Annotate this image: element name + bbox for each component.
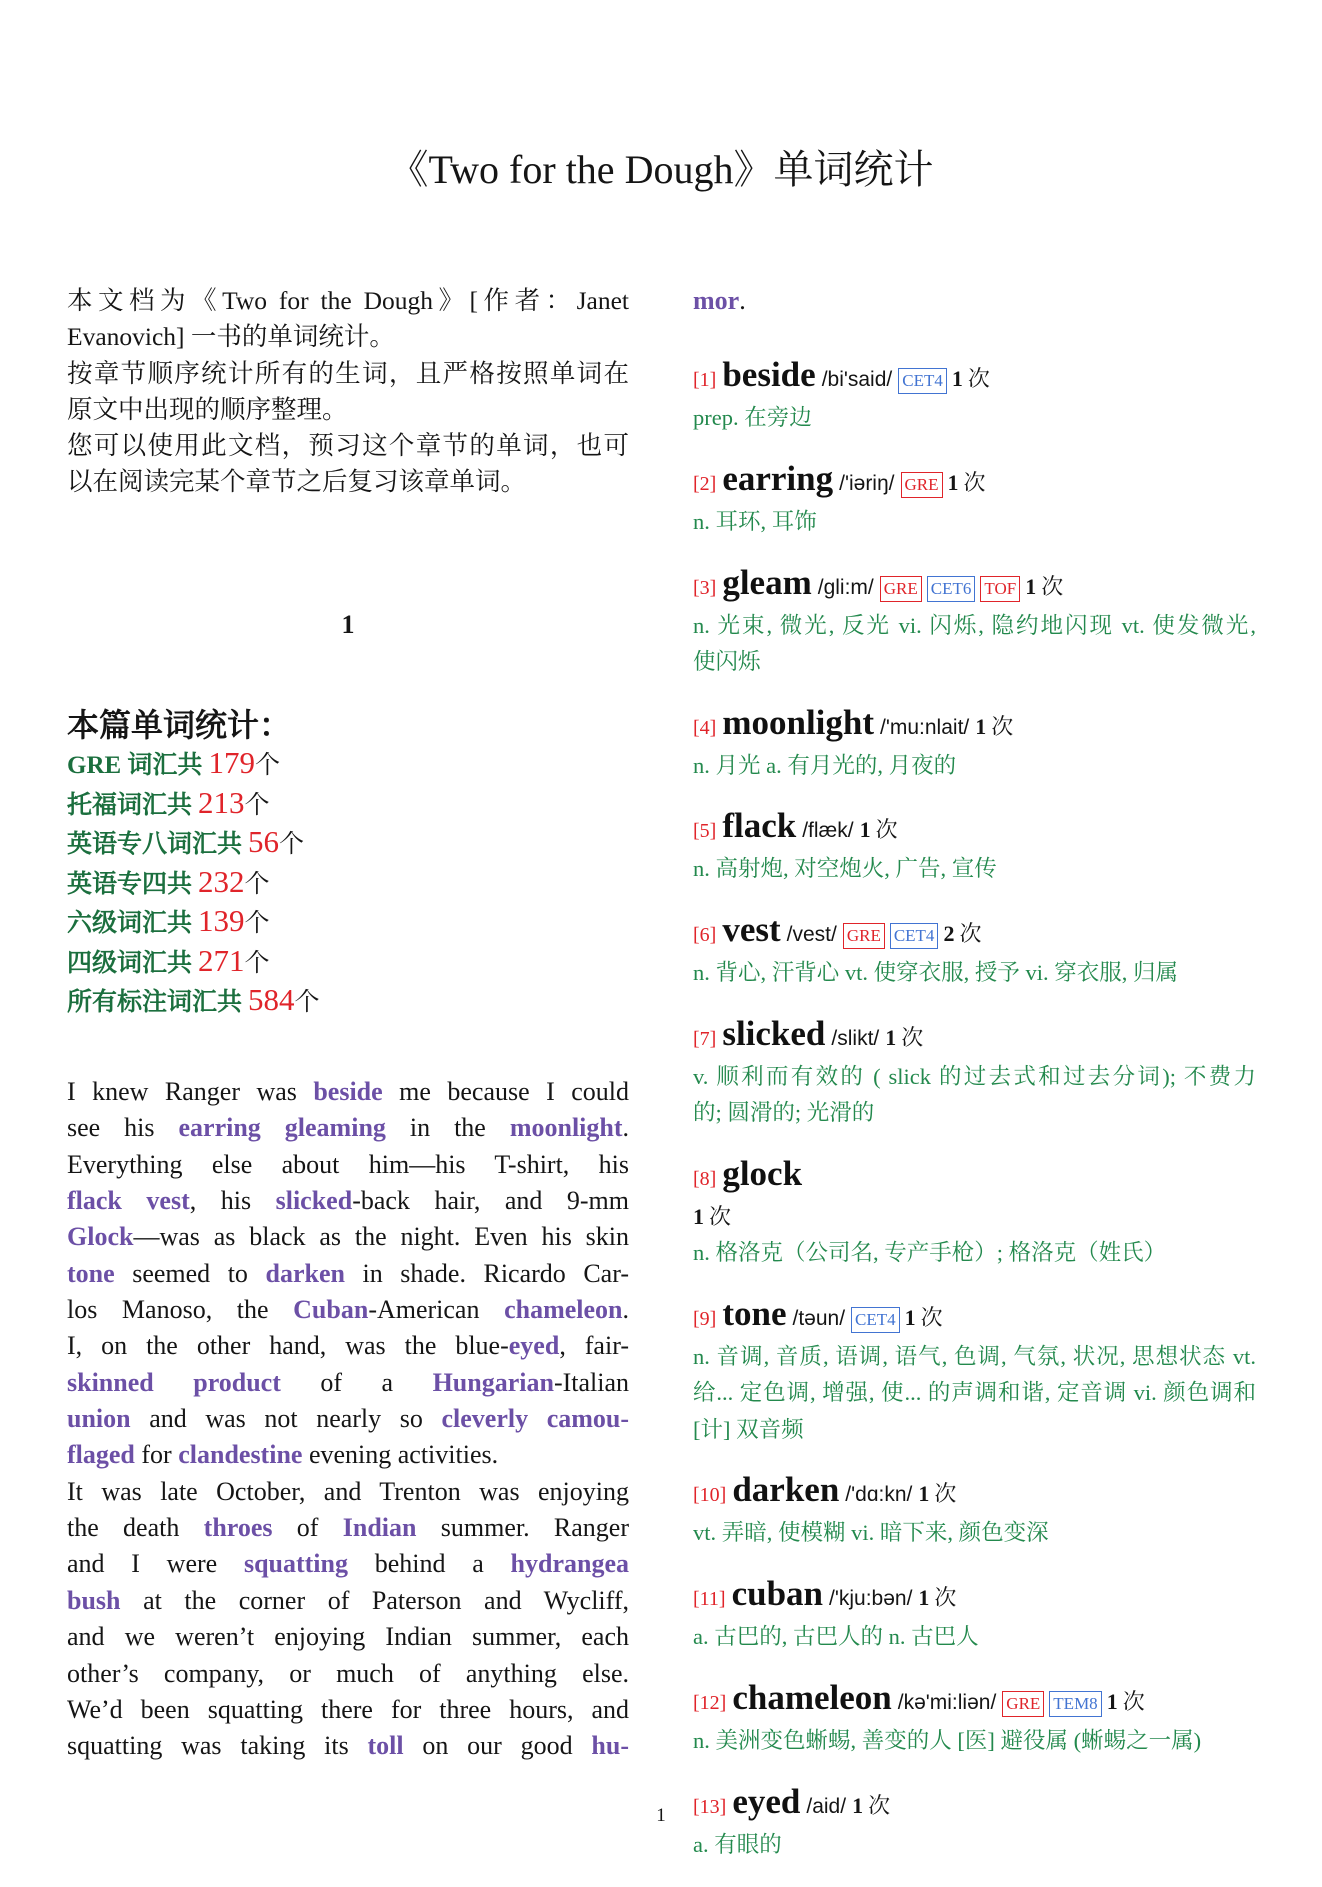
definition-line: a. 古巴的, 古巴人的 n. 古巴人 (693, 1624, 979, 1650)
body-line (67, 1256, 629, 1292)
vocab-entry (693, 1575, 1256, 1655)
count-unit: 次 (991, 713, 1014, 739)
vocab-word: flack (67, 1186, 122, 1216)
body-text: in the (385, 1113, 510, 1143)
stat-item (67, 824, 629, 864)
body-line (67, 1110, 629, 1146)
count-number: 1 (693, 1204, 704, 1230)
body-text (261, 1113, 285, 1142)
count-unit: 次 (934, 1585, 957, 1611)
body-line (67, 1183, 629, 1219)
entry-word: cuban (731, 1574, 824, 1614)
count-number: 2 (943, 921, 955, 947)
entry-index: [8] (693, 1168, 717, 1191)
vocab-word: chameleon (504, 1295, 623, 1325)
body-text: los Manoso, the (67, 1295, 294, 1325)
body-text: of (272, 1513, 343, 1543)
vocab-word: eyed (508, 1331, 560, 1361)
definition-line: prep. 在旁边 (693, 405, 812, 430)
intro-line: 原文中出现的顺序整理。 (67, 394, 348, 424)
stat-label: 英语专四共 (67, 870, 193, 898)
definition-line: [计] 双音频 (693, 1416, 804, 1442)
body-line (67, 1692, 629, 1728)
body-line (67, 1292, 629, 1328)
entry-definition (693, 1619, 1256, 1655)
count-number: 1 (1106, 1688, 1118, 1714)
count-unit: 次 (959, 921, 982, 947)
entry-word: darken (732, 1470, 840, 1510)
stat-item (67, 982, 629, 1022)
definition-line: n. 音调, 音质, 语调, 语气, 色调, 气氛, 状况, 思想状态 vt. (693, 1343, 1256, 1369)
entry-definition (693, 1515, 1256, 1551)
body-text: see his (67, 1113, 179, 1143)
stat-label: 所有标注词汇共 (67, 989, 243, 1016)
entry-word: tone (722, 1293, 787, 1333)
count-number: 1 (947, 469, 959, 495)
entry-count (885, 1025, 923, 1050)
count-number: 1 (1025, 573, 1037, 599)
stat-count: 179 (208, 745, 255, 780)
body-text: Everything else about him—his T-shirt, his (67, 1149, 629, 1179)
entry-header (693, 1295, 1256, 1339)
body-text: —was as black as the night. Even his skin (133, 1222, 629, 1252)
entry-count (860, 817, 898, 842)
stat-item (67, 864, 629, 904)
definition-line: n. 耳环, 耳饰 (693, 508, 817, 534)
entry-index: [2] (693, 472, 717, 495)
exam-tag: GRE (843, 923, 885, 949)
entry-header (693, 1155, 1256, 1199)
vocab-word: gleaming (284, 1113, 386, 1143)
vocab-word: slicked (275, 1186, 353, 1216)
count-unit: 次 (963, 469, 986, 495)
vocab-entry (693, 1015, 1256, 1132)
body-text: other’s company, or much of anything else. (67, 1658, 629, 1688)
definition-line: n. 光束, 微光, 反光 vi. 闪烁, 隐约地闪现 vt. 使发微光, (693, 612, 1256, 638)
entry-count (948, 470, 986, 495)
stat-unit: 个 (244, 791, 270, 819)
definition-line: a. 有眼的 (693, 1831, 782, 1857)
entry-phonetic: /'mu:nlait/ (880, 715, 970, 739)
stat-unit: 个 (254, 752, 280, 779)
exam-tag: TOF (980, 576, 1020, 602)
vocab-entry (693, 911, 1256, 991)
body-text (154, 1368, 194, 1397)
document-title: 《Two for the Dough》单词统计 (388, 147, 934, 192)
intro-line: 以在阅读完某个章节之后复习该章单词。 (67, 467, 527, 497)
stat-label: 四级词汇共 (67, 949, 193, 977)
count-number: 1 (918, 1585, 930, 1611)
count-number: 1 (951, 366, 963, 391)
story-text (67, 1074, 629, 1765)
entry-phonetic: /flæk/ (802, 819, 854, 843)
entry-count (693, 1204, 731, 1229)
stat-unit: 个 (244, 949, 270, 977)
vocab-word: beside (313, 1077, 383, 1106)
body-text (122, 1186, 147, 1215)
count-unit: 次 (920, 1304, 943, 1330)
vocab-entry (693, 807, 1256, 887)
entry-definition (693, 851, 1256, 887)
entry-phonetic: /slikt/ (831, 1027, 880, 1051)
body-line (67, 1401, 629, 1437)
entry-count (1107, 1689, 1145, 1714)
count-number: 1 (852, 1792, 864, 1818)
entry-index: [10] (693, 1484, 727, 1507)
body-line (67, 1583, 629, 1619)
vocab-word: product (193, 1367, 281, 1397)
vocab-word: moonlight (509, 1113, 623, 1143)
body-text: -American (368, 1295, 505, 1325)
definition-line: n. 背心, 汗背心 vt. 使穿衣服, 授予 vi. 穿衣服, 归属 (693, 960, 1179, 986)
count-unit: 次 (901, 1025, 924, 1051)
body-text: -Italian (553, 1367, 630, 1397)
body-text: , his (189, 1186, 276, 1216)
entry-definition (693, 608, 1256, 681)
count-number: 1 (918, 1481, 930, 1507)
intro-line: 按章节顺序统计所有的生词，且严格按照单词在 (67, 358, 629, 388)
entry-word: beside (722, 355, 816, 394)
definition-line: vt. 弄暗, 使模糊 vi. 暗下来, 颜色变深 (693, 1520, 1049, 1546)
body-text: It was late October, and Trenton was enjoying (67, 1476, 629, 1506)
entry-phonetic: /aid/ (806, 1794, 847, 1818)
body-line (67, 1147, 629, 1183)
vocab-word: union (67, 1404, 131, 1434)
vocab-word: squatting (243, 1549, 348, 1579)
entry-phonetic: /'kju:bən/ (829, 1587, 913, 1611)
body-text: and we weren’t enjoying Indian summer, each (67, 1622, 629, 1652)
entry-definition (693, 504, 1256, 540)
story-text-continued (693, 283, 1256, 319)
entry-definition (693, 1059, 1256, 1132)
stat-count: 584 (248, 982, 295, 1017)
entry-word: gleam (722, 562, 812, 602)
body-line (67, 1546, 629, 1582)
stat-count: 139 (198, 903, 245, 938)
vocab-entry (693, 356, 1256, 436)
exam-tag: CET4 (898, 368, 947, 394)
body-text: evening activities. (302, 1440, 499, 1470)
body-text: for (134, 1440, 179, 1470)
count-unit: 次 (967, 366, 990, 391)
entry-header (693, 807, 1256, 851)
entry-word: flack (722, 806, 797, 846)
count-number: 1 (885, 1025, 897, 1051)
exam-tag: CET4 (890, 923, 939, 949)
body-text: squatting was taking its (67, 1731, 368, 1761)
body-text: . (622, 1295, 629, 1325)
vocab-word: flaged (67, 1440, 135, 1470)
body-text: and I were (67, 1549, 244, 1579)
stat-item (67, 943, 629, 983)
entry-header (693, 704, 1256, 748)
vocab-entry (693, 460, 1256, 540)
entry-phonetic: /bi'said/ (821, 368, 893, 391)
count-unit: 次 (875, 817, 898, 843)
entry-header (693, 1471, 1256, 1515)
entry-index: [6] (693, 924, 717, 947)
count-number: 1 (975, 713, 987, 739)
entry-definition (693, 1827, 1256, 1863)
count-unit: 次 (1122, 1688, 1145, 1714)
body-text: at the corner of Paterson and Wycliff, (120, 1585, 629, 1615)
vocab-entry (693, 704, 1256, 784)
vocab-word: Cuban (293, 1295, 369, 1325)
body-text: , fair- (559, 1331, 629, 1361)
entry-definition (693, 748, 1256, 784)
count-unit: 次 (934, 1481, 957, 1507)
body-line (67, 1474, 629, 1510)
body-line (67, 1074, 629, 1110)
body-text: -back hair, and 9-mm (352, 1186, 629, 1216)
entry-header (693, 1015, 1256, 1059)
body-text: of a (280, 1367, 433, 1397)
entry-phonetic: /gli:m/ (817, 575, 874, 599)
vocab-word: mor (693, 286, 740, 315)
vocabulary-list (693, 356, 1256, 1887)
body-line (67, 1656, 629, 1692)
entry-header (693, 911, 1256, 955)
entry-definition (693, 1723, 1256, 1759)
stat-unit: 个 (244, 870, 270, 898)
body-line (693, 283, 1256, 319)
body-text (528, 1404, 547, 1433)
stat-unit: 个 (244, 910, 270, 937)
entry-index: [3] (693, 576, 717, 599)
entry-word: vest (722, 910, 781, 950)
stat-label: 英语专八词汇共 (67, 831, 243, 858)
entry-header (693, 460, 1256, 504)
entry-header (693, 564, 1256, 608)
exam-tag: CET4 (851, 1307, 900, 1333)
body-text: . (622, 1113, 630, 1143)
stat-item (67, 903, 629, 943)
definition-line: 给... 定色调, 增强, 使... 的声调和谐, 定音调 vi. 颜色调和 (693, 1380, 1256, 1406)
exam-tag: GRE (880, 576, 922, 602)
body-text: . (739, 286, 746, 315)
entry-definition (693, 1235, 1256, 1271)
body-text: and was not nearly so (130, 1404, 442, 1434)
count-unit: 次 (1041, 573, 1064, 599)
stats-heading: 本篇单词统计： (67, 707, 292, 743)
entry-phonetic: /'dɑ:kn/ (845, 1483, 913, 1507)
definition-line: n. 美洲变色蜥蜴, 善变的人 [医] 避役属 (蜥蜴之一属) (693, 1727, 1202, 1753)
vocab-word: clandestine (178, 1440, 303, 1470)
definition-line: n. 高射炮, 对空炮火, 广告, 宣传 (693, 856, 997, 882)
entry-count (1025, 574, 1063, 599)
entry-definition (693, 400, 1256, 436)
word-stats (67, 705, 629, 1022)
entry-index: [4] (693, 716, 717, 739)
vocab-word: camou- (546, 1404, 630, 1434)
vocab-word: Indian (342, 1513, 417, 1543)
entry-index: [9] (693, 1307, 717, 1330)
body-line (67, 1328, 629, 1364)
entry-index: [13] (693, 1795, 727, 1818)
stats-list (67, 745, 629, 1022)
vocab-word: throes (203, 1513, 273, 1543)
stat-count: 56 (248, 824, 280, 859)
entry-index: [11] (693, 1588, 726, 1611)
entry-phonetic: /vest/ (786, 923, 837, 947)
stat-label: 六级词汇共 (67, 910, 193, 937)
entry-word: eyed (732, 1781, 801, 1821)
vocab-word: hydrangea (510, 1549, 629, 1579)
body-text: on our good (403, 1731, 592, 1761)
intro-line: 本文档为《Two for the Dough》[作者：Janet (67, 286, 629, 315)
entry-definition (693, 955, 1256, 991)
entry-header (693, 1575, 1256, 1619)
vocab-word: earring (178, 1113, 261, 1143)
intro-line: 您可以使用此文档，预习这个章节的单词，也可 (67, 431, 629, 461)
exam-tag: GRE (1002, 1691, 1044, 1717)
body-text: the death (67, 1513, 204, 1543)
exam-tag: GRE (901, 472, 943, 498)
stat-label: 托福词汇共 (67, 791, 193, 819)
count-unit: 次 (868, 1792, 891, 1818)
body-line (67, 1437, 629, 1473)
entry-count (918, 1585, 956, 1610)
vocab-word: Hungarian (432, 1367, 554, 1397)
vocab-entry (693, 1155, 1256, 1271)
intro-text (67, 283, 629, 501)
stat-item (67, 745, 629, 785)
entry-definition (693, 1339, 1256, 1448)
body-text: I knew Ranger was (67, 1077, 314, 1106)
stat-label: GRE 词汇共 (67, 752, 203, 779)
body-line (67, 1510, 629, 1546)
page-number: 1 (656, 1805, 666, 1826)
entry-phonetic: /təun/ (792, 1306, 846, 1330)
vocab-word: toll (367, 1731, 404, 1761)
definition-line: n. 格洛克（公司名, 专产手枪）; 格洛克（姓氏） (693, 1240, 1167, 1266)
body-text: behind a (348, 1549, 511, 1579)
entry-count (952, 366, 990, 391)
vocab-word: skinned (67, 1367, 154, 1397)
exam-tag: CET6 (927, 576, 976, 602)
count-unit: 次 (709, 1204, 732, 1230)
body-line (67, 1619, 629, 1655)
entry-index: [5] (693, 820, 717, 843)
exam-tag: TEM8 (1049, 1691, 1101, 1717)
vocab-word: hu- (591, 1731, 629, 1761)
stat-count: 232 (198, 863, 245, 899)
body-line (67, 1728, 629, 1764)
entry-word: earring (722, 458, 834, 498)
entry-phonetic: /kə'mi:liən/ (897, 1690, 997, 1714)
body-line (67, 1365, 629, 1401)
stat-unit: 个 (294, 989, 320, 1016)
body-text: We’d been squatting there for three hours, and (67, 1694, 629, 1724)
definition-line: 使闪烁 (693, 648, 761, 674)
stat-count: 271 (198, 942, 245, 978)
entry-count (975, 714, 1013, 739)
body-text: seemed to (114, 1258, 266, 1288)
entry-word: moonlight (722, 702, 875, 742)
entry-phonetic: /'iəriŋ/ (839, 471, 895, 495)
stat-count: 213 (198, 784, 245, 820)
vocab-word: cleverly (441, 1404, 529, 1434)
body-text: in shade. Ricardo Car- (344, 1258, 630, 1288)
stat-unit: 个 (279, 831, 305, 858)
vocab-word: vest (146, 1186, 190, 1216)
intro-line: Evanovich] 一书的单词统计。 (67, 322, 395, 352)
chapter-number: 1 (341, 610, 355, 639)
vocab-word: bush (67, 1585, 121, 1615)
stat-item (67, 785, 629, 825)
definition-line: v. 顺利而有效的 ( slick 的过去式和过去分词); 不费力 (693, 1064, 1256, 1090)
vocab-entry (693, 1471, 1256, 1551)
entry-count (918, 1481, 956, 1506)
entry-word: slicked (722, 1014, 826, 1054)
count-number: 1 (859, 817, 871, 843)
entry-word: chameleon (732, 1677, 892, 1717)
entry-count-row (693, 1199, 1256, 1235)
entry-index: [12] (693, 1691, 727, 1714)
vocab-word: Glock (67, 1222, 134, 1252)
body-text: summer. Ranger (416, 1513, 629, 1543)
definition-line: 的; 圆滑的; 光滑的 (693, 1100, 875, 1126)
entry-word: glock (722, 1154, 803, 1194)
body-text: me because I could (382, 1077, 629, 1106)
vocab-entry (693, 1679, 1256, 1759)
entry-header (693, 356, 1256, 400)
entry-count (943, 921, 981, 946)
entry-index: [1] (693, 369, 717, 391)
vocab-word: darken (265, 1258, 345, 1288)
vocab-word: tone (67, 1258, 115, 1288)
entry-count (905, 1305, 943, 1330)
entry-header (693, 1679, 1256, 1723)
count-number: 1 (904, 1304, 916, 1330)
vocab-entry (693, 564, 1256, 681)
definition-line: n. 月光 a. 有月光的, 月夜的 (693, 752, 957, 778)
entry-index: [7] (693, 1028, 717, 1051)
body-line (67, 1219, 629, 1255)
vocab-entry (693, 1295, 1256, 1448)
body-text: I, on the other hand, was the blue- (67, 1331, 509, 1361)
